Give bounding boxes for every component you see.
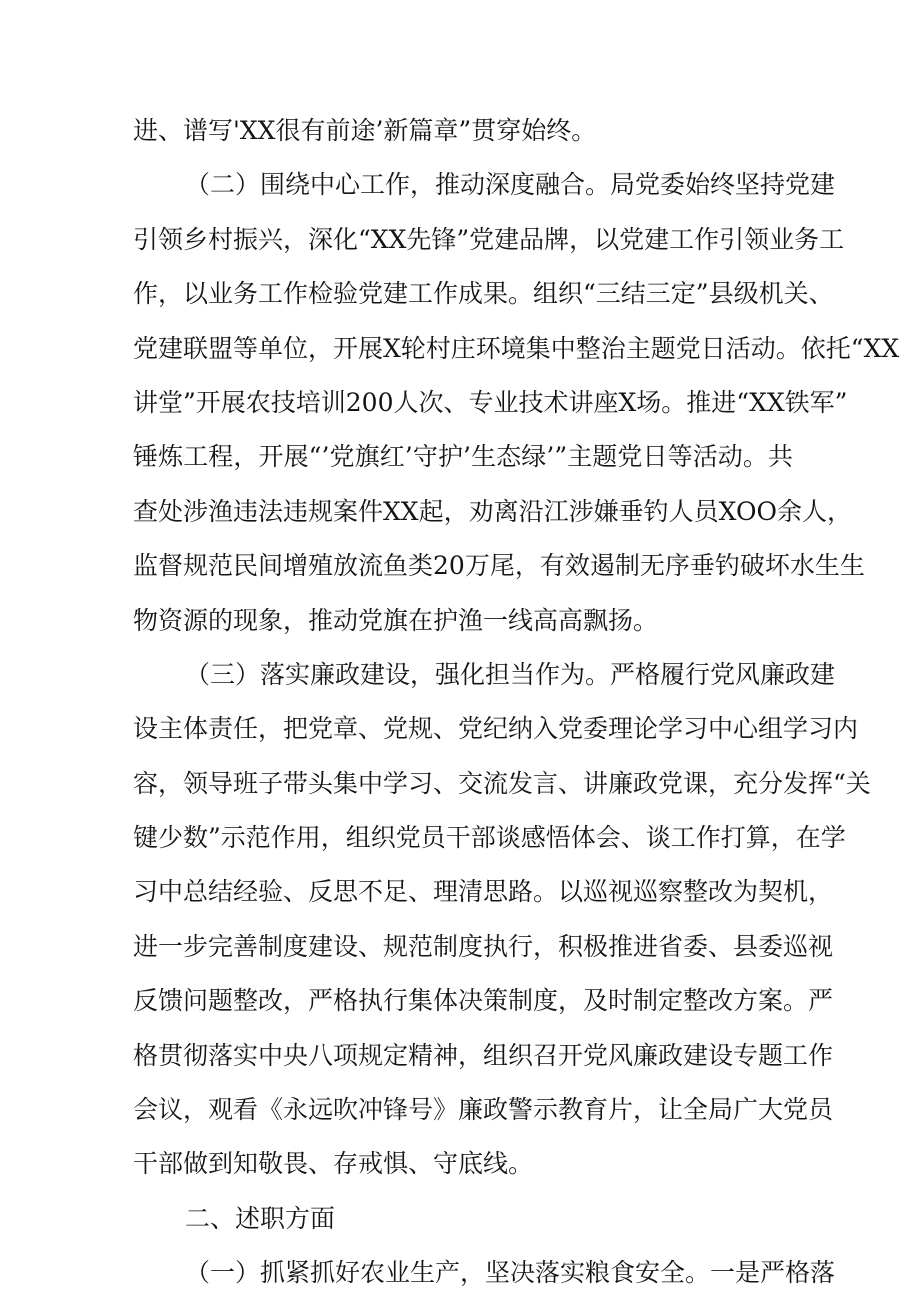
text-line: 查处涉渔违法违规案件XX起，劝离沿江涉嫌垂钓人员XOO余人， <box>133 496 852 526</box>
text-line: 讲堂”开展农技培训200人次、专业技术讲座X场。推进“XX铁军” <box>133 387 848 417</box>
text-line: （三）落实廉政建设，强化担当作为。严格履行党风廉政建 <box>185 659 836 689</box>
text-line: 进一步完善制度建设、规范制度执行，积极推进省委、县委巡视 <box>133 931 834 961</box>
text-line: 会议，观看《永远吹冲锋号》廉政警示教育片，让全局广大党员 <box>133 1095 834 1125</box>
text-line: 引领乡村振兴，深化“XX先锋”党建品牌，以党建工作引领业务工 <box>133 224 845 254</box>
text-line: 设主体责任，把党章、党规、党纪纳入党委理论学习中心组学习内 <box>133 714 859 744</box>
text-line: 键少数”示范作用，组织党员干部谈感悟体会、谈工作打算，在学 <box>133 823 846 853</box>
text-line: 作，以业务工作检验党建工作成果。组织“三结三定”县级机关、 <box>133 279 834 309</box>
text-line: 容，领导班子带头集中学习、交流发言、讲廉政党课，充分发挥“关 <box>133 768 871 798</box>
text-line: （二）围绕中心工作，推动深度融合。局党委始终坚持党建 <box>185 170 836 200</box>
text-line: 党建联盟等单位，开展X轮村庄环境集中整治主题党日活动。依托“XX <box>133 333 900 363</box>
text-line: 锤炼工程，开展“’党旗红’守护’生态绿’”主题党日等活动。共 <box>133 442 793 472</box>
text-line: 进、谱写'XX很有前途’新篇章”贯穿始终。 <box>133 116 597 145</box>
text-line: （一）抓紧抓好农业生产，坚决落实粮食安全。一是严格落 <box>185 1258 836 1288</box>
text-line: 反馈问题整改，严格执行集体决策制度，及时制定整改方案。严 <box>133 986 834 1016</box>
text-line: 监督规范民间增殖放流鱼类20万尾，有效遏制无序垂钓破坏水生生 <box>133 551 865 581</box>
text-line: 格贯彻落实中央八项规定精神，组织召开党风廉政建设专题工作 <box>133 1040 834 1070</box>
text-line: 干部做到知敬畏、存戒惧、守底线。 <box>133 1149 534 1179</box>
document-body <box>133 104 900 1301</box>
text-line: 物资源的现象，推动党旗在护渔一线高高飘扬。 <box>133 605 659 635</box>
text-line: 习中总结经验、反思不足、理清思路。以巡视巡察整改为契机， <box>133 877 834 907</box>
section-heading: 二、述职方面 <box>185 1203 336 1233</box>
